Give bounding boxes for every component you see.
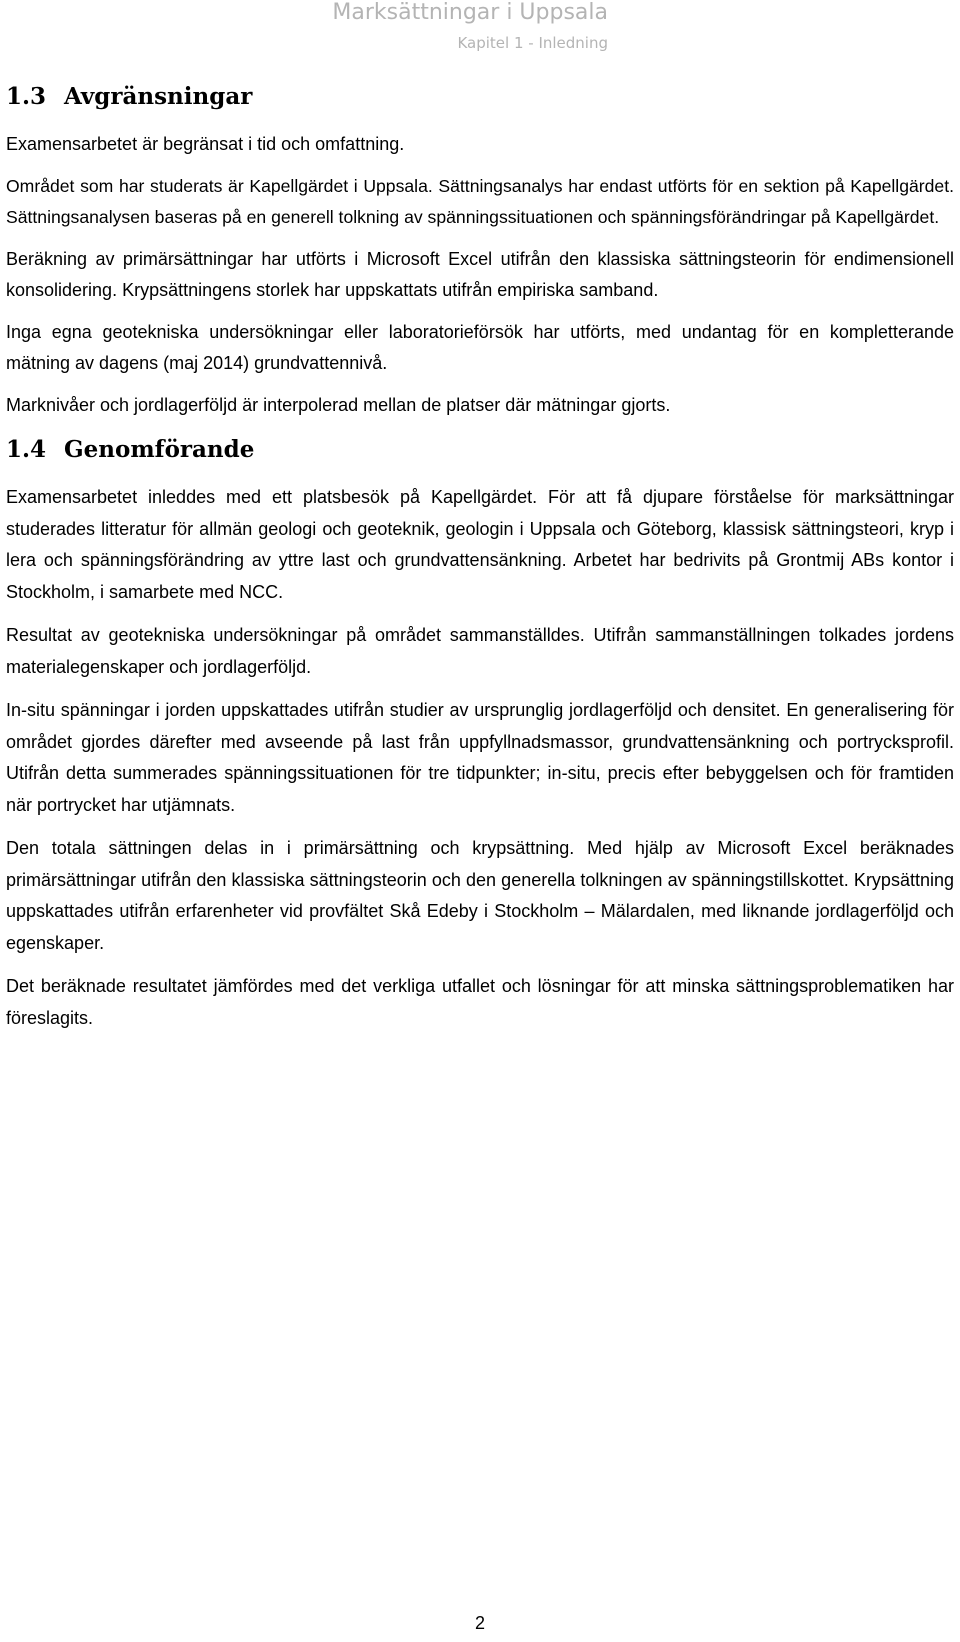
section-heading [6, 82, 954, 112]
paragraph: Resultat av geotekniska undersökningar på området sammanställdes. Utifrån sammanställningen tolkades jordens materialegenskaper och jordlagerföljd. [6, 625, 954, 677]
section-avgransningar [6, 82, 954, 421]
section-number: 1.3 [6, 83, 47, 110]
paragraph: Den totala sättningen delas in i primärsättning och krypsättning. Med hjälp av Microsoft Excel beräknades primärsättningar utifrån den klassiska sättningsteorin och den generella tolkningen av spänningstillskottet. Krypsättning uppskattades utifrån erfarenheter vid provfältet Skå Edeby i Stockholm – Mälardalen, med liknande jordlagerföljd och egenskaper. [6, 838, 954, 953]
paragraph: In-situ spänningar i jorden uppskattades utifrån studier av ursprunglig jordlagerföljd och densitet. En generalisering för området gjordes därefter med avseende på last från uppfyllnadsmassor, grundvattensänkning och portrycksprofil. Utifrån detta summerades spänningssituationen för tre tidpunkter; in-situ, precis efter bebyggelsen och för framtiden när portrycket har utjämnats. [6, 700, 954, 815]
paragraph: Beräkning av primärsättningar har utförts i Microsoft Excel utifrån den klassiska sättningsteorin för endimensionell konsolidering. Krypsättningens storlek har uppskattats utifrån empiriska samband. [6, 248, 954, 300]
running-header [332, 0, 608, 53]
section-genomforande [6, 435, 954, 1034]
section-heading [6, 435, 954, 465]
paragraph: Examensarbetet är begränsat i tid och omfattning. [6, 134, 405, 154]
header-title: Marksättningar i Uppsala [332, 0, 608, 25]
section-title: Genomförande [64, 436, 255, 463]
paragraph: Det beräknade resultatet jämfördes med det verkliga utfallet och lösningar för att minska sättningsproblematiken har föreslagits. [6, 976, 954, 1028]
paragraph: Området som har studerats är Kapellgärdet i Uppsala. Sättningsanalys har endast utförts för en sektion på Kapellgärdet. Sättningsanalysen baseras på en generell tolkning av spänningssituationen och spänningsförändringar på Kapellgärdet. [6, 175, 954, 227]
paragraph: Inga egna geotekniska undersökningar eller laboratorieförsök har utförts, med undantag för en kompletterande mätning av dagens (maj 2014) grundvattennivå. [6, 321, 954, 373]
section-number: 1.4 [6, 436, 47, 463]
header-subtitle: Kapitel 1 - Inledning [457, 34, 608, 52]
document-body [6, 82, 954, 1044]
paragraph: Examensarbetet inleddes med ett platsbesök på Kapellgärdet. För att få djupare förståelse för marksättningar studerades litteratur för allmän geologi och geoteknik, geologin i Uppsala och Göteborg, klassisk sättningsteori, kryp i lera och spänningsförändring av yttre last och grundvattensänkning. Arbetet har bedrivits på Grontmij ABs kontor i Stockholm, i samarbete med NCC. [6, 487, 954, 602]
paragraph: Marknivåer och jordlagerföljd är interpolerad mellan de platser där mätningar gjorts. [6, 394, 671, 415]
page-number: 2 [474, 1613, 485, 1633]
section-title: Avgränsningar [64, 83, 253, 110]
